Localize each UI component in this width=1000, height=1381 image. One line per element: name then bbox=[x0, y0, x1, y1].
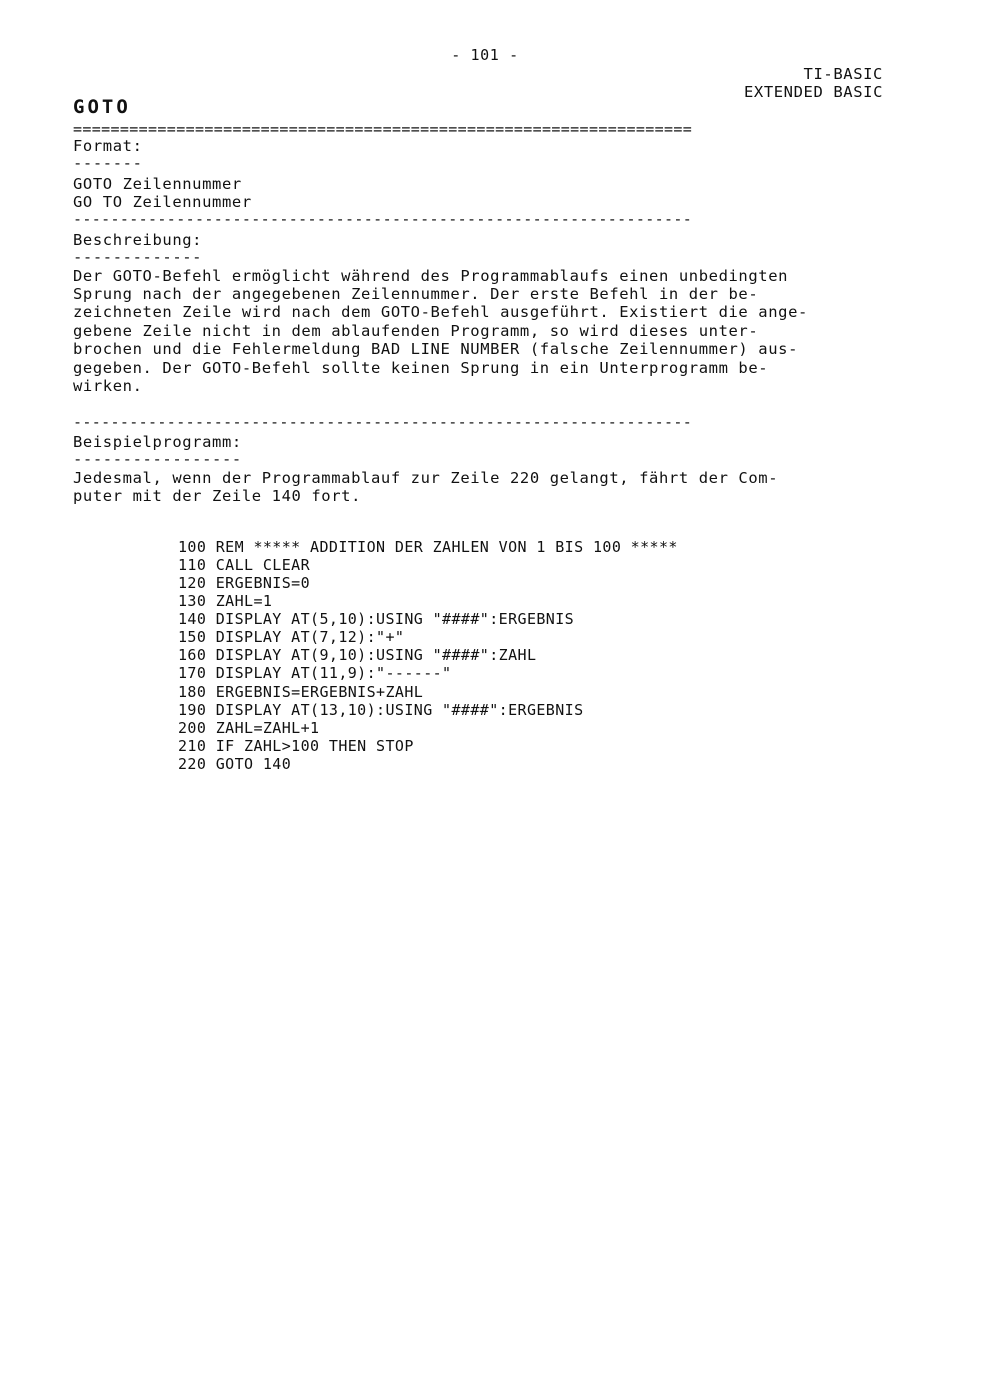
format-line: GOTO Zeilennummer bbox=[73, 175, 242, 193]
description-underline: ------------- bbox=[73, 248, 203, 266]
format-underline: ------- bbox=[73, 154, 143, 172]
code-line: 140 DISPLAY AT(5,10):USING "####":ERGEBNIS bbox=[178, 610, 575, 628]
description-line: Sprung nach der angegebenen Zeilennummer. Der erste Befehl in der be- bbox=[73, 285, 759, 303]
description-line: wirken. bbox=[73, 377, 143, 395]
code-line: 200 ZAHL=ZAHL+1 bbox=[178, 719, 320, 737]
code-line: 160 DISPLAY AT(9,10):USING "####":ZAHL bbox=[178, 646, 537, 664]
code-line: 190 DISPLAY AT(13,10):USING "####":ERGEBNIS bbox=[178, 701, 584, 719]
section-rule: ------------------------------------------------------------------ bbox=[73, 211, 693, 227]
description-line: gegeben. Der GOTO-Befehl sollte keinen Sprung in ein Unterprogramm be- bbox=[73, 359, 769, 377]
example-underline: ----------------- bbox=[73, 450, 242, 468]
example-line: puter mit der Zeile 140 fort. bbox=[73, 487, 362, 505]
description-heading: Beschreibung: bbox=[73, 231, 203, 249]
code-line: 180 ERGEBNIS=ERGEBNIS+ZAHL bbox=[178, 683, 424, 701]
description-line: gebene Zeile nicht in dem ablaufenden Programm, so wird dieses unter- bbox=[73, 322, 759, 340]
code-line: 150 DISPLAY AT(7,12):"+" bbox=[178, 628, 405, 646]
code-line: 110 CALL CLEAR bbox=[178, 556, 311, 574]
format-line: GO TO Zeilennummer bbox=[73, 193, 252, 211]
double-rule: ================================================================== bbox=[73, 121, 693, 137]
example-heading: Beispielprogramm: bbox=[73, 433, 242, 451]
description-line: Der GOTO-Befehl ermöglicht während des Programmablaufs einen unbedingten bbox=[73, 267, 789, 285]
example-line: Jedesmal, wenn der Programmablauf zur Zeile 220 gelangt, fährt der Com- bbox=[73, 469, 779, 487]
page-title: GOTO bbox=[73, 96, 131, 118]
description-line: brochen und die Fehlermeldung BAD LINE NUMBER (falsche Zeilennummer) aus- bbox=[73, 340, 799, 358]
page-number: - 101 - bbox=[451, 46, 519, 64]
code-line: 220 GOTO 140 bbox=[178, 755, 292, 773]
header-dialect: EXTENDED BASIC bbox=[743, 83, 883, 101]
code-line: 130 ZAHL=1 bbox=[178, 592, 273, 610]
section-rule: ------------------------------------------------------------------ bbox=[73, 414, 693, 430]
code-line: 100 REM ***** ADDITION DER ZAHLEN VON 1 BIS 100 ***** bbox=[178, 538, 678, 556]
code-line: 170 DISPLAY AT(11,9):"------" bbox=[178, 664, 452, 682]
format-heading: Format: bbox=[73, 137, 143, 155]
description-line: zeichneten Zeile wird nach dem GOTO-Befehl ausgeführt. Existiert die ange- bbox=[73, 303, 808, 321]
header-language: TI-BASIC bbox=[803, 65, 883, 83]
code-line: 120 ERGEBNIS=0 bbox=[178, 574, 311, 592]
code-line: 210 IF ZAHL>100 THEN STOP bbox=[178, 737, 414, 755]
